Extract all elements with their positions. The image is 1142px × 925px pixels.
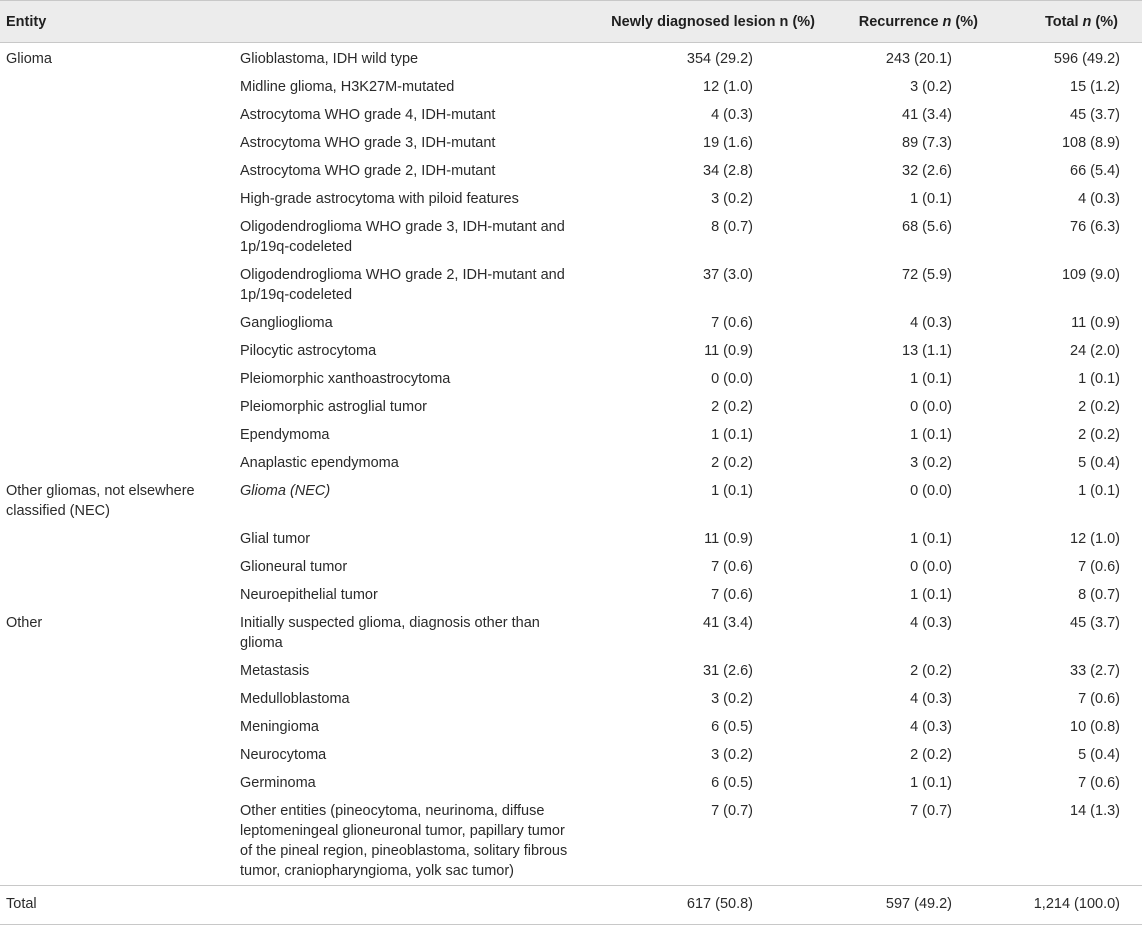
category-cell (0, 713, 232, 741)
newly-diagnosed-cell: 11 (0.9) (704, 531, 753, 547)
category-cell: Glioma (6, 51, 52, 67)
table-row (0, 609, 1142, 657)
newly-diagnosed-cell: 1 (0.1) (711, 483, 753, 499)
newly-diagnosed-cell: 11 (0.9) (704, 343, 753, 359)
newly-diagnosed-cell: 31 (2.6) (703, 663, 753, 679)
recurrence-cell: 89 (7.3) (902, 135, 952, 151)
total-empty-cell (232, 886, 580, 925)
total-cell: 2 (0.2) (1078, 427, 1120, 443)
total-cell: 5 (0.4) (1078, 455, 1120, 471)
newly-diagnosed-cell: 7 (0.7) (711, 803, 753, 819)
recurrence-cell: 72 (5.9) (902, 267, 952, 283)
total-total: 1,214 (100.0) (1000, 886, 1142, 925)
category-cell (0, 129, 232, 157)
category-cell (0, 185, 232, 213)
table-row (0, 741, 1142, 769)
recurrence-cell: 2 (0.2) (910, 747, 952, 763)
category-cell: Other gliomas, not elsewhere classified (NEC) (6, 483, 195, 519)
newly-diagnosed-cell: 4 (0.3) (711, 107, 753, 123)
newly-diagnosed-cell: 34 (2.8) (703, 163, 753, 179)
entity-cell: Glioneural tumor (240, 559, 348, 575)
table-row (0, 581, 1142, 609)
total-cell: 45 (3.7) (1070, 107, 1120, 123)
recurrence-cell: 1 (0.1) (910, 775, 952, 791)
table-row (0, 73, 1142, 101)
recurrence-cell: 4 (0.3) (910, 615, 952, 631)
entity-cell: Other entities (pineocytoma, neurinoma, diffuse leptomeningeal glioneuronal tumor, papillary tumor of the pineal region, pineoblastoma, solitary fibrous tumor, craniopharyngioma, yolk sac tumor) (240, 803, 568, 879)
total-row (0, 886, 1142, 925)
entity-cell: Neurocytoma (240, 747, 327, 763)
category-cell (0, 741, 232, 769)
table-row (0, 101, 1142, 129)
table-row (0, 553, 1142, 581)
category-cell (0, 393, 232, 421)
newly-diagnosed-cell: 2 (0.2) (711, 399, 753, 415)
entity-cell: Neuroepithelial tumor (240, 587, 378, 603)
newly-diagnosed-cell: 37 (3.0) (703, 267, 753, 283)
total-newly-diagnosed: 617 (50.8) (580, 886, 835, 925)
header-recurrence-prefix: Recurrence (858, 13, 943, 30)
recurrence-cell: 41 (3.4) (902, 107, 952, 123)
newly-diagnosed-cell: 7 (0.6) (711, 315, 753, 331)
header-subentity (232, 1, 580, 43)
total-cell: 10 (0.8) (1070, 719, 1120, 735)
header-entity: Entity (0, 1, 232, 43)
entity-cell: Astrocytoma WHO grade 3, IDH-mutant (240, 135, 496, 151)
total-cell: 2 (0.2) (1078, 399, 1120, 415)
total-cell: 4 (0.3) (1078, 191, 1120, 207)
total-cell: 15 (1.2) (1070, 79, 1120, 95)
entity-cell: Meningioma (240, 719, 319, 735)
table-row (0, 157, 1142, 185)
category-cell (0, 365, 232, 393)
category-cell (0, 309, 232, 337)
recurrence-cell: 32 (2.6) (902, 163, 952, 179)
category-cell (0, 73, 232, 101)
recurrence-cell: 13 (1.1) (902, 343, 952, 359)
header-row (0, 1, 1142, 43)
category-cell (0, 657, 232, 685)
recurrence-cell: 4 (0.3) (910, 315, 952, 331)
newly-diagnosed-cell: 354 (29.2) (686, 51, 753, 67)
table-row (0, 261, 1142, 309)
newly-diagnosed-cell: 7 (0.6) (711, 559, 753, 575)
category-cell (0, 157, 232, 185)
category-cell (0, 337, 232, 365)
entity-cell: Anaplastic ependymoma (240, 455, 399, 471)
total-cell: 7 (0.6) (1078, 559, 1120, 575)
total-cell: 66 (5.4) (1070, 163, 1120, 179)
recurrence-cell: 1 (0.1) (910, 371, 952, 387)
recurrence-cell: 1 (0.1) (910, 427, 952, 443)
table-row (0, 449, 1142, 477)
table-row (0, 657, 1142, 685)
header-total-n: n (1082, 13, 1092, 30)
header-total-prefix: Total (1044, 13, 1083, 30)
total-cell: 7 (0.6) (1078, 691, 1120, 707)
entity-cell: Oligodendroglioma WHO grade 3, IDH-mutant and 1p/19q-codeleted (240, 219, 565, 255)
recurrence-cell: 2 (0.2) (910, 663, 952, 679)
table-row (0, 797, 1142, 886)
category-cell (0, 797, 232, 886)
category-cell (0, 769, 232, 797)
table-row (0, 365, 1142, 393)
category-cell (0, 553, 232, 581)
table-row (0, 213, 1142, 261)
newly-diagnosed-cell: 1 (0.1) (711, 427, 753, 443)
category-cell: Other (6, 615, 43, 631)
total-cell: 14 (1.3) (1070, 803, 1120, 819)
total-label: Total (0, 886, 232, 925)
table-row (0, 477, 1142, 525)
newly-diagnosed-cell: 8 (0.7) (711, 219, 753, 235)
header-total (1000, 1, 1142, 43)
header-recurrence (835, 1, 1000, 43)
recurrence-cell: 4 (0.3) (910, 719, 952, 735)
table-row (0, 393, 1142, 421)
total-cell: 24 (2.0) (1070, 343, 1120, 359)
category-cell (0, 213, 232, 261)
newly-diagnosed-cell: 0 (0.0) (711, 371, 753, 387)
recurrence-cell: 1 (0.1) (910, 531, 952, 547)
total-cell: 45 (3.7) (1070, 615, 1120, 631)
recurrence-cell: 3 (0.2) (910, 79, 952, 95)
entity-cell: Pilocytic astrocytoma (240, 343, 377, 359)
entity-cell: Medulloblastoma (240, 691, 350, 707)
total-cell: 12 (1.0) (1070, 531, 1120, 547)
table-row (0, 713, 1142, 741)
entity-cell: Astrocytoma WHO grade 4, IDH-mutant (240, 107, 496, 123)
category-cell (0, 101, 232, 129)
header-total-suffix: (%) (1091, 13, 1118, 30)
header-newly-diagnosed: Newly diagnosed lesion n (%) (580, 1, 835, 43)
total-cell: 11 (0.9) (1071, 315, 1120, 331)
total-cell: 1 (0.1) (1078, 483, 1120, 499)
table-row (0, 337, 1142, 365)
recurrence-cell: 243 (20.1) (885, 51, 952, 67)
recurrence-cell: 3 (0.2) (910, 455, 952, 471)
entity-cell: Glioblastoma, IDH wild type (240, 51, 419, 67)
category-cell (0, 449, 232, 477)
entity-cell: Pleiomorphic astroglial tumor (240, 399, 427, 415)
total-recurrence: 597 (49.2) (835, 886, 1000, 925)
entity-cell: Ganglioglioma (240, 315, 333, 331)
newly-diagnosed-cell: 2 (0.2) (711, 455, 753, 471)
table-row (0, 43, 1142, 74)
recurrence-cell: 7 (0.7) (910, 803, 952, 819)
newly-diagnosed-cell: 19 (1.6) (703, 135, 753, 151)
entity-cell: Astrocytoma WHO grade 2, IDH-mutant (240, 163, 496, 179)
newly-diagnosed-cell: 3 (0.2) (711, 747, 753, 763)
recurrence-cell: 1 (0.1) (910, 191, 952, 207)
total-cell: 108 (8.9) (1061, 135, 1120, 151)
entity-cell: Germinoma (240, 775, 316, 791)
total-cell: 76 (6.3) (1070, 219, 1120, 235)
recurrence-cell: 68 (5.6) (902, 219, 952, 235)
recurrence-cell: 0 (0.0) (910, 399, 952, 415)
recurrence-cell: 1 (0.1) (910, 587, 952, 603)
table-row (0, 309, 1142, 337)
newly-diagnosed-cell: 41 (3.4) (703, 615, 753, 631)
entity-cell: High-grade astrocytoma with piloid features (240, 191, 519, 207)
category-cell (0, 421, 232, 449)
entity-cell: Midline glioma, H3K27M-mutated (240, 79, 455, 95)
total-cell: 8 (0.7) (1078, 587, 1120, 603)
header-recurrence-suffix: (%) (951, 13, 978, 30)
entity-cell: Glial tumor (240, 531, 311, 547)
category-cell (0, 685, 232, 713)
total-cell: 1 (0.1) (1078, 371, 1120, 387)
category-cell (0, 525, 232, 553)
table-row (0, 185, 1142, 213)
table-body (0, 43, 1142, 925)
recurrence-cell: 4 (0.3) (910, 691, 952, 707)
table-row (0, 685, 1142, 713)
entity-cell: Oligodendroglioma WHO grade 2, IDH-mutant and 1p/19q-codeleted (240, 267, 565, 303)
newly-diagnosed-cell: 3 (0.2) (711, 191, 753, 207)
total-cell: 109 (9.0) (1061, 267, 1120, 283)
newly-diagnosed-cell: 6 (0.5) (711, 719, 753, 735)
header-recurrence-n: n (942, 13, 952, 30)
table-row (0, 421, 1142, 449)
total-cell: 7 (0.6) (1078, 775, 1120, 791)
category-cell (0, 261, 232, 309)
table-header (0, 1, 1142, 43)
entity-cell: Pleiomorphic xanthoastrocytoma (240, 371, 451, 387)
newly-diagnosed-cell: 7 (0.6) (711, 587, 753, 603)
newly-diagnosed-cell: 6 (0.5) (711, 775, 753, 791)
recurrence-cell: 0 (0.0) (910, 483, 952, 499)
entity-cell: Metastasis (240, 663, 310, 679)
table-row (0, 769, 1142, 797)
table-row (0, 129, 1142, 157)
entity-cell: Glioma (NEC) (240, 483, 331, 499)
entity-cell: Ependymoma (240, 427, 330, 443)
table-row (0, 525, 1142, 553)
newly-diagnosed-cell: 3 (0.2) (711, 691, 753, 707)
total-cell: 5 (0.4) (1078, 747, 1120, 763)
category-cell (0, 581, 232, 609)
total-cell: 33 (2.7) (1070, 663, 1120, 679)
newly-diagnosed-cell: 12 (1.0) (703, 79, 753, 95)
entity-cell: Initially suspected glioma, diagnosis other than glioma (240, 615, 540, 651)
total-cell: 596 (49.2) (1053, 51, 1120, 67)
recurrence-cell: 0 (0.0) (910, 559, 952, 575)
